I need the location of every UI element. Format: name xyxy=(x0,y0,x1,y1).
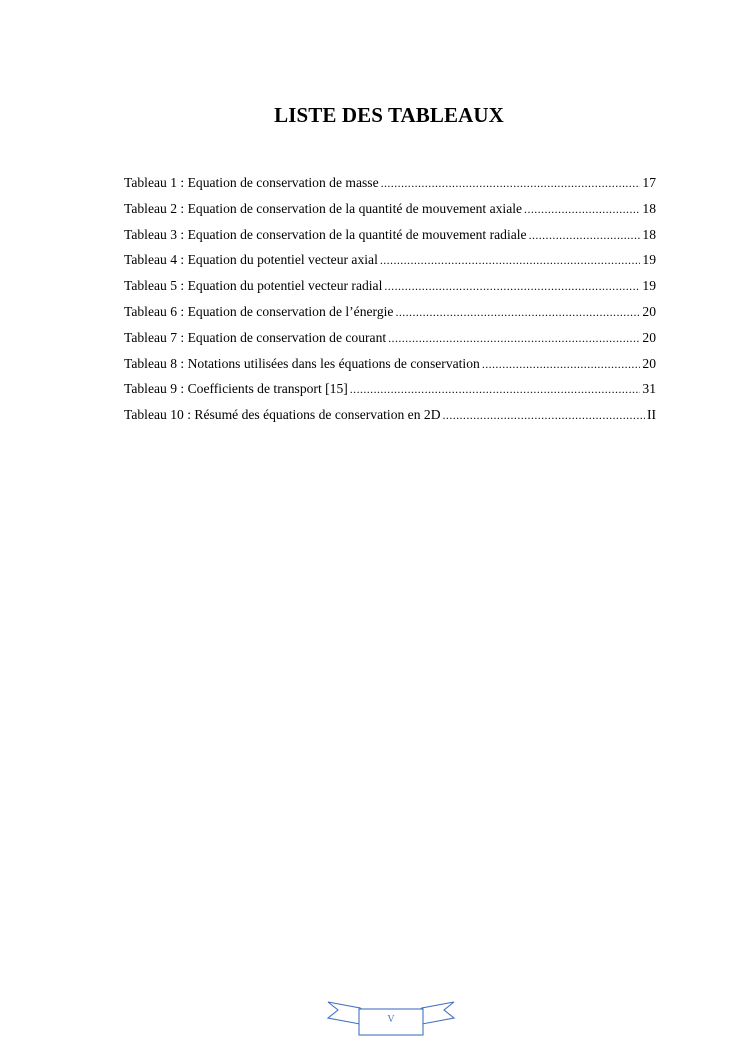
toc-entry-page: 19 xyxy=(642,278,656,294)
toc-entry-page: 20 xyxy=(642,329,656,345)
dot-leader xyxy=(443,408,645,423)
toc-entry-label: Tableau 1 : Equation de conservation de masse xyxy=(124,175,379,190)
dot-leader xyxy=(350,382,641,397)
dot-leader xyxy=(384,279,640,294)
dot-leader xyxy=(395,305,640,320)
toc-entry-page: 18 xyxy=(642,200,656,216)
list-of-tables xyxy=(124,175,656,433)
dot-leader xyxy=(482,357,641,372)
toc-entry[interactable] xyxy=(124,407,656,433)
dot-leader xyxy=(388,331,640,346)
toc-entry-label: Tableau 5 : Equation du potentiel vecteur radial xyxy=(124,278,383,294)
toc-entry-page: 20 xyxy=(642,303,656,319)
toc-entry-label: Tableau 4 : Equation du potentiel vecteur axial xyxy=(124,252,378,268)
toc-entry[interactable] xyxy=(124,227,656,253)
dot-leader xyxy=(381,176,641,191)
dot-leader xyxy=(524,202,640,217)
toc-entry[interactable] xyxy=(124,252,656,278)
toc-entry-label: Tableau 9 : Coefficients de transport [15] xyxy=(124,381,348,397)
toc-entry-page: II xyxy=(646,407,656,423)
toc-entry-label: Tableau 8 : Notations utilisées dans les équations de conservation xyxy=(124,355,480,371)
toc-entry[interactable] xyxy=(124,356,656,382)
toc-entry[interactable] xyxy=(124,330,656,356)
toc-entry-label: Tableau 2 : Equation de conservation de la quantité de mouvement axiale xyxy=(124,200,523,216)
toc-entry-page: 31 xyxy=(642,381,656,397)
toc-entry-label: Tableau 6 : Equation de conservation de l’énergie xyxy=(124,303,394,319)
toc-entry[interactable] xyxy=(124,175,656,201)
toc-entry[interactable] xyxy=(124,381,656,407)
toc-entry-page: 18 xyxy=(642,226,656,242)
dot-leader xyxy=(529,228,641,243)
toc-entry-page: 20 xyxy=(642,355,656,371)
toc-entry-label: Tableau 3 : Equation de conservation de la quantité de mouvement radiale xyxy=(124,226,527,242)
toc-entry[interactable] xyxy=(124,304,656,330)
dot-leader xyxy=(380,253,641,268)
toc-entry-label: Tableau 10 : Résumé des équations de conservation en 2D xyxy=(124,407,441,423)
toc-entry[interactable] xyxy=(124,278,656,304)
page-title: LISTE DES TABLEAUX xyxy=(274,103,504,127)
toc-entry-page: 19 xyxy=(642,252,656,268)
page-number: V xyxy=(387,1014,395,1025)
toc-entry-page: 17 xyxy=(642,175,656,190)
toc-entry-label: Tableau 7 : Equation de conservation de courant xyxy=(124,329,387,345)
toc-entry[interactable] xyxy=(124,201,656,227)
